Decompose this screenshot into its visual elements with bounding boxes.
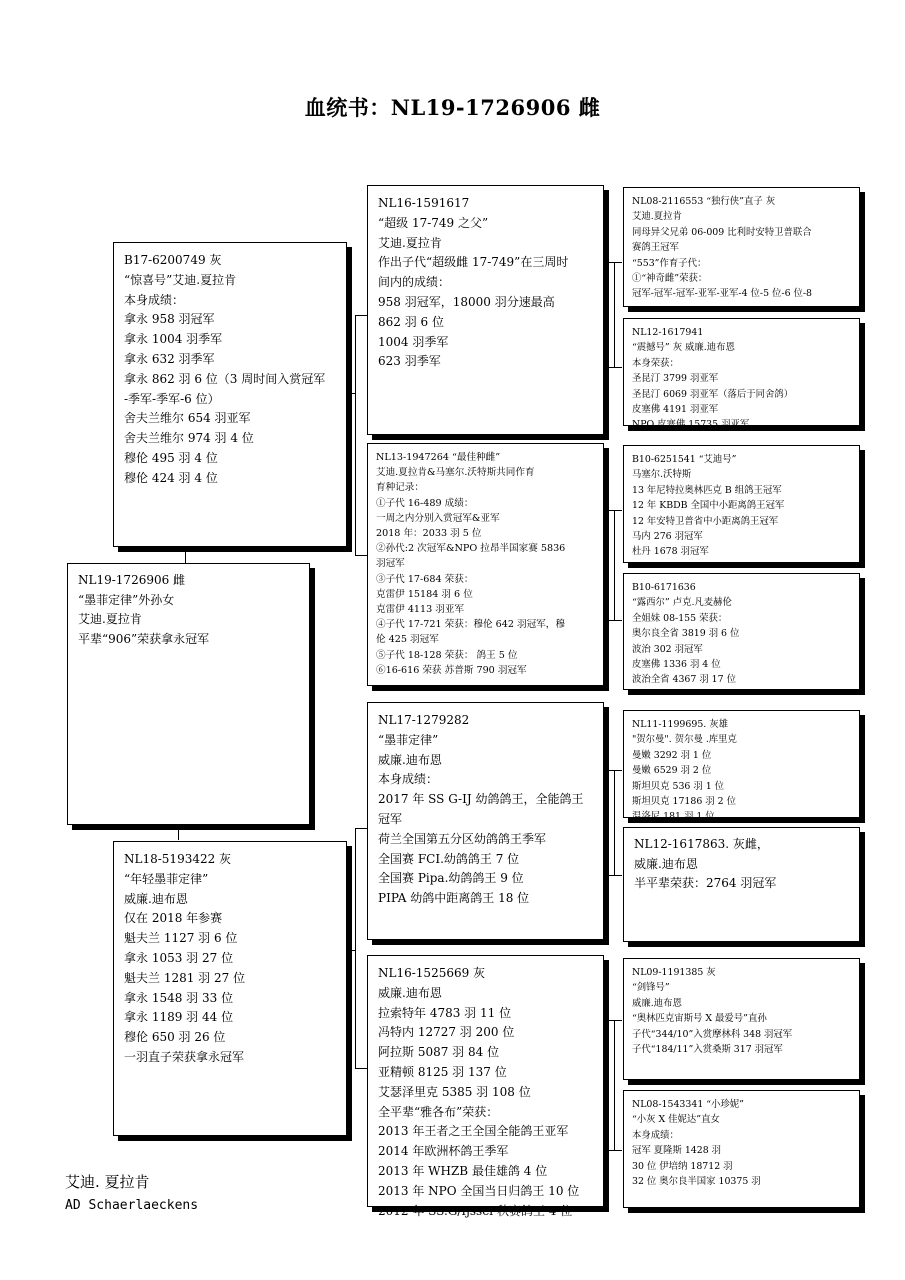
pedigree-line: “553”作育子代： xyxy=(632,257,707,269)
pedigree-line: 赛鸽王冠军 xyxy=(632,242,679,254)
pedigree-line: 穆伦 495 羽 4 位 xyxy=(124,450,218,465)
pedigree-line: NL13-1947264 “最佳种雌” xyxy=(376,452,501,463)
pedigree-line: 一羽直子荣获拿永冠军 xyxy=(124,1049,245,1064)
pedigree-line: 舍夫兰维尔 654 羽亚军 xyxy=(124,411,251,426)
pedigree-line: “露西尔” 卢克.凡麦赫伦 xyxy=(632,597,732,609)
pedigree-line: -季军-季军-6 位） xyxy=(124,391,220,406)
connector xyxy=(178,826,179,840)
pedigree-line: 全国赛 Pipa.幼鸽鸽王 9 位 xyxy=(378,871,524,886)
pedigree-line: 拿永 1053 羽 27 位 xyxy=(124,950,234,965)
pedigree-line: NPO 皮塞佛 15735 羽亚军 xyxy=(632,419,750,431)
pedigree-line: 本身荣获： xyxy=(632,357,679,369)
pedigree-line: NL12-1617863. 灰雌， xyxy=(634,837,769,851)
pedigree-line: 平辈“906”荣获拿永冠军 xyxy=(78,631,210,646)
dam-dam-dam-box xyxy=(623,1090,860,1208)
pedigree-line: 克雷伊 4113 羽亚军 xyxy=(376,604,465,616)
pedigree-line: 荷兰全国第五分区幼鸽鸽王季军 xyxy=(378,831,547,846)
pedigree-line: 本身成绩： xyxy=(632,1129,679,1141)
pedigree-line: 本身成绩： xyxy=(378,772,439,787)
sire-sire-box xyxy=(367,185,604,435)
pedigree-line: 2017 年 SS G-IJ 幼鸽鸽王，全能鸽王 xyxy=(378,792,584,807)
pedigree-line: 杜丹 1678 羽冠军 xyxy=(632,546,709,558)
pedigree-line: 拿永 862 羽 6 位（3 周时间入赏冠军 xyxy=(124,371,326,386)
pedigree-line: 伦 425 羽冠军 xyxy=(376,634,439,646)
pedigree-line: ⑤子代 18-128 荣获： 鸽王 5 位 xyxy=(376,649,518,661)
pedigree-line: "贺尔曼". 贺尔曼 .库里克 xyxy=(632,734,737,746)
subject-box xyxy=(67,563,310,825)
pedigree-line: 冯特内 12727 羽 200 位 xyxy=(378,1025,515,1040)
dam-dam-sire-box xyxy=(623,958,860,1080)
pedigree-line: 拿永 1189 羽 44 位 xyxy=(124,1010,234,1025)
pedigree-line: 波治全省 4367 羽 17 位 xyxy=(632,674,736,686)
pedigree-line: 克雷伊 15184 羽 6 位 xyxy=(376,588,473,600)
pedigree-line: ①“神奇雌”荣获： xyxy=(632,273,708,285)
connector xyxy=(608,875,622,876)
pedigree-line: 2014 年欧洲杯鸽王季军 xyxy=(378,1144,509,1159)
connector xyxy=(608,1150,622,1151)
connector xyxy=(355,555,367,556)
pedigree-line: 曼嫩 6529 羽 2 位 xyxy=(632,765,712,777)
pedigree-line: 仅在 2018 年参赛 xyxy=(124,911,223,926)
sire-dam-dam-box xyxy=(623,573,860,690)
pedigree-line: ②孙代:2 次冠军&NPO 拉昂半国家赛 5836 xyxy=(376,543,566,555)
pedigree-line: 同母异父兄弟 06-009 比利时安特卫普联合 xyxy=(632,226,812,238)
pedigree-line: ⑥16-616 荣获 苏普斯 790 羽冠军 xyxy=(376,664,527,676)
pedigree-line: ③子代 17-684 荣获： xyxy=(376,573,474,585)
pedigree-line: B17-6200749 灰 xyxy=(124,253,222,267)
pedigree-line: 冠军-冠军-冠军-亚军-亚军-4 位-5 位-6 位-8 xyxy=(632,288,813,300)
pedigree-line: NL08-1543341 “小珍妮” xyxy=(632,1099,744,1110)
connector xyxy=(608,620,622,621)
pedigree-line: 958 羽冠军，18000 羽分速最高 xyxy=(378,294,555,309)
pedigree-line: 圣昆汀 6069 羽亚军（落后于同舍鸽） xyxy=(632,388,794,400)
pedigree-line: NL17-1279282 xyxy=(378,713,470,727)
pedigree-line: 穆伦 650 羽 26 位 xyxy=(124,1030,226,1045)
connector xyxy=(614,770,615,875)
pedigree-line: 子代“344/10”入赏摩林科 348 羽冠军 xyxy=(632,1028,793,1040)
pedigree-line: B10-6171636 xyxy=(632,582,696,593)
pedigree-line: 拿永 1004 羽季军 xyxy=(124,332,223,347)
pedigree-line: 艾瑟泽里克 5385 羽 108 位 xyxy=(378,1084,531,1099)
connector xyxy=(614,1020,615,1150)
connector xyxy=(608,367,622,368)
page-title: 血统书：NL19-1726906 雌 xyxy=(304,95,601,120)
connector xyxy=(355,315,356,555)
connector xyxy=(355,315,367,316)
pedigree-line: 魁夫兰 1127 羽 6 位 xyxy=(124,931,238,946)
sire-dam-sire-box xyxy=(623,445,860,563)
pedigree-line: NL18-5193422 灰 xyxy=(124,852,232,866)
pedigree-line: “奥林匹克宙斯号 X 最爱号”直孙 xyxy=(632,1013,767,1025)
pedigree-line: 羽冠军 xyxy=(376,558,405,570)
pedigree-line: ①子代 16-489 成绩： xyxy=(376,497,474,509)
pedigree-line: NL09-1191385 灰 xyxy=(632,967,716,978)
connector xyxy=(355,828,356,1068)
pedigree-line: 半平辈荣获：2764 羽冠军 xyxy=(634,876,777,891)
pedigree-line: 全国赛 FCI.幼鸽鸽王 7 位 xyxy=(378,851,520,866)
pedigree-line: 2013 年 WHZB 最佳雄鸽 4 位 xyxy=(378,1163,548,1178)
pedigree-line: 623 羽季军 xyxy=(378,354,441,369)
pedigree-line: B10-6251541 “艾迪号” xyxy=(632,454,737,465)
pedigree-line: “震撼号” 灰 威廉.迪布恩 xyxy=(632,342,735,354)
pedigree-line: 2018 年：2033 羽 5 位 xyxy=(376,528,482,540)
breeder-name-cn: 艾迪. 夏拉肯 xyxy=(65,1173,150,1191)
pedigree-line: 威廉.迪布恩 xyxy=(124,891,188,906)
pedigree-line: 波治 302 羽冠军 xyxy=(632,643,703,655)
connector xyxy=(608,770,622,771)
pedigree-line: 子代“184/11”入赏桑斯 317 羽冠军 xyxy=(632,1044,783,1056)
connector xyxy=(355,828,367,829)
pedigree-line: 作出子代“超级雌 17-749”在三周时 xyxy=(378,255,569,270)
dam-sire-sire-box xyxy=(623,710,860,823)
pedigree-line: 12 年安特卫普省中小距离鸽王冠军 xyxy=(632,515,779,527)
pedigree-line: 拿永 958 羽冠军 xyxy=(124,312,215,327)
pedigree-line: 一周之内分别入赏冠军&亚军 xyxy=(376,512,500,524)
pedigree-line: 马内 276 羽冠军 xyxy=(632,531,703,543)
pedigree-line: 皮塞佛 1336 羽 4 位 xyxy=(632,659,721,671)
connector xyxy=(355,1068,367,1069)
connector xyxy=(347,393,355,394)
pedigree-line: 艾迪.夏拉肯 xyxy=(632,211,682,223)
connector xyxy=(608,262,622,263)
pedigree-line: 舍夫兰维尔 974 羽 4 位 xyxy=(124,431,254,446)
pedigree-line: 威廉.迪布恩 xyxy=(378,985,442,1000)
dam-dam-box xyxy=(367,955,604,1218)
pedigree-line: NL11-1199695. 灰雄 xyxy=(632,719,728,730)
pedigree-line: 862 羽 6 位 xyxy=(378,314,444,329)
pedigree-line: 圣昆汀 3799 羽亚军 xyxy=(632,373,719,385)
pedigree-line: NL16-1525669 灰 xyxy=(378,966,486,980)
pedigree-line: 斯坦贝克 17186 羽 2 位 xyxy=(632,796,736,808)
pedigree-line: 冠军 xyxy=(378,811,403,826)
pedigree-line: 拿永 1548 羽 33 位 xyxy=(124,990,234,1005)
pedigree-line: ④子代 17-721 荣获：穆伦 642 羽冠军，穆 xyxy=(376,619,565,631)
pedigree-line: 2012 年 SS.G/Ijssel 秋赛鸽王 4 位 xyxy=(378,1203,573,1218)
pedigree-line: 艾迪.夏拉肯 xyxy=(78,612,142,627)
connector xyxy=(347,950,355,951)
sire-sire-sire-box xyxy=(623,187,860,307)
pedigree-line: 12 年 KBDB 全国中小距离鸽王冠军 xyxy=(632,500,785,512)
sire-dam-box xyxy=(367,443,604,686)
breeder-name-en: AD Schaerlaeckens xyxy=(65,1198,199,1213)
pedigree-line: 艾迪.夏拉肯&马塞尔.沃特斯共同作育 xyxy=(376,467,535,479)
pedigree-line: 斯坦贝克 536 羽 1 位 xyxy=(632,780,725,792)
pedigree-line: 威廉.迪布恩 xyxy=(632,997,682,1009)
pedigree-line: “墨菲定律” xyxy=(378,732,439,747)
pedigree-line: 艾迪.夏拉肯 xyxy=(378,235,442,250)
pedigree-line: 30 位 伊培纳 18712 羽 xyxy=(632,1160,733,1172)
pedigree-line: 威廉.迪布恩 xyxy=(378,752,442,767)
pedigree-line: 育种记录： xyxy=(376,482,424,494)
connector xyxy=(608,1020,622,1021)
sire-box xyxy=(113,242,347,547)
pedigree-line: PIPA 幼鸽中距离鸽王 18 位 xyxy=(378,891,530,906)
dam-box xyxy=(113,841,347,1136)
pedigree-line: 全平辈“雅各布”荣获： xyxy=(378,1104,499,1119)
pedigree-line: 马塞尔.沃特斯 xyxy=(632,469,692,481)
pedigree-line: 威廉.迪布恩 xyxy=(634,856,698,871)
pedigree-line: 1004 羽季军 xyxy=(378,334,449,349)
pedigree-line: 皮塞佛 4191 羽亚军 xyxy=(632,404,719,416)
pedigree-line: “小灰 X 佳妮达”直女 xyxy=(632,1114,720,1126)
pedigree-line: 魁夫兰 1281 羽 27 位 xyxy=(124,970,246,985)
pedigree-line: 13 年尼特拉奥林匹克 B 组鸽王冠军 xyxy=(632,484,782,496)
pedigree-line: 2013 年 NPO 全国当日归鸽王 10 位 xyxy=(378,1183,580,1198)
pedigree-line: “惊喜号”艾迪.夏拉肯 xyxy=(124,272,237,287)
pedigree-line: 温洛尼 181 羽 1 位 xyxy=(632,811,715,823)
pedigree-line: 本身成绩： xyxy=(124,292,185,307)
pedigree-line: 曼嫩 3292 羽 1 位 xyxy=(632,749,712,761)
pedigree-line: “年轻墨菲定律” xyxy=(124,871,209,886)
pedigree-line: NL08-2116553 “独行侠”直子 灰 xyxy=(632,196,776,207)
connector xyxy=(614,510,615,620)
pedigree-line: “墨菲定律”外孙女 xyxy=(78,592,175,607)
connector xyxy=(608,510,622,511)
pedigree-line: 拉索特年 4783 羽 11 位 xyxy=(378,1005,512,1020)
connector xyxy=(614,262,615,367)
pedigree-line: 亚精顿 8125 羽 137 位 xyxy=(378,1064,507,1079)
pedigree-line: 2013 年王者之王全国全能鸽王亚军 xyxy=(378,1124,569,1139)
sire-sire-dam-box xyxy=(623,318,860,431)
pedigree-line: 间内的成绩： xyxy=(378,275,451,290)
dam-sire-box xyxy=(367,702,604,940)
dam-sire-dam-box xyxy=(623,827,860,942)
pedigree-line: “剑锋号” xyxy=(632,982,670,994)
pedigree-line: 奥尔良全省 3819 羽 6 位 xyxy=(632,628,740,640)
pedigree-line: NL19-1726906 雌 xyxy=(78,573,186,587)
pedigree-line: 拿永 632 羽季军 xyxy=(124,351,215,366)
pedigree-line: 冠军 夏隆斯 1428 羽 xyxy=(632,1145,722,1157)
pedigree-line: NL12-1617941 xyxy=(632,327,704,338)
connector xyxy=(185,546,186,564)
pedigree-line: “超级 17-749 之父” xyxy=(378,215,489,230)
pedigree-line: 32 位 奥尔良半国家 10375 羽 xyxy=(632,1176,761,1188)
pedigree-line: 穆伦 424 羽 4 位 xyxy=(124,470,218,485)
pedigree-line: NL16-1591617 xyxy=(378,196,470,210)
pedigree-line: 阿拉斯 5087 羽 84 位 xyxy=(378,1045,500,1060)
pedigree-line: 全姐妹 08-155 荣获： xyxy=(632,612,728,624)
